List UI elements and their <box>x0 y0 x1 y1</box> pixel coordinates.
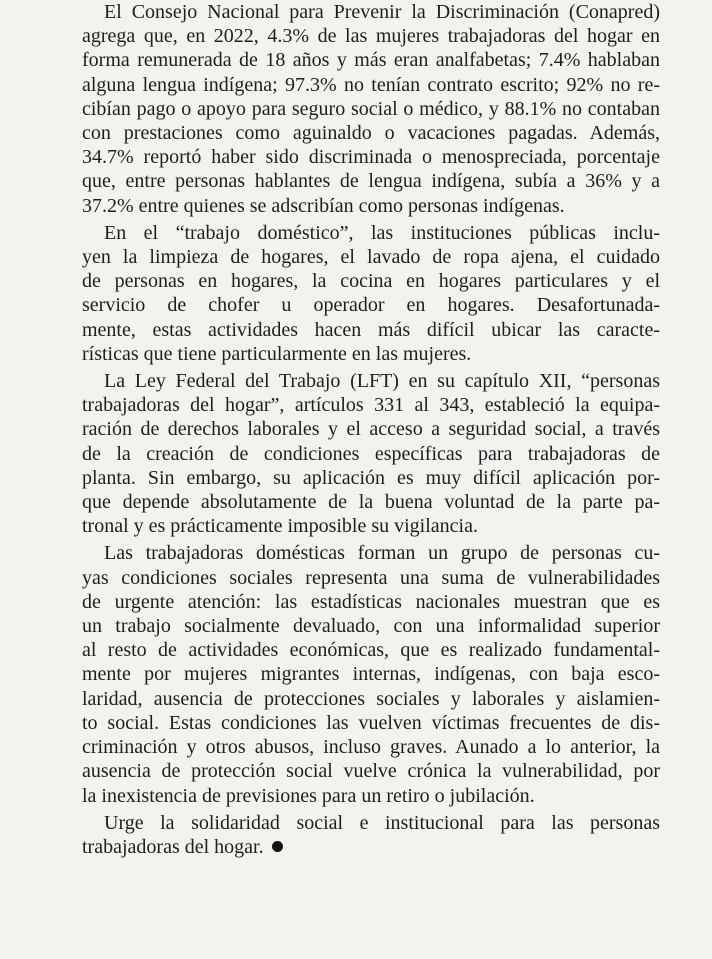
text-line: ausencia de protección social vuelve crónica la vulnerabilidad, por <box>82 760 660 783</box>
text-line: Las trabajadoras domésticas forman un grupo de personas cu- <box>104 542 660 565</box>
text-line: criminación y otros abusos, incluso graves. Aunado a lo anterior, la <box>82 736 660 759</box>
text-line: mente, estas actividades hacen más difícil ubicar las caracte- <box>82 318 660 341</box>
end-of-article-bullet-icon <box>272 841 283 852</box>
text-line: servicio de chofer u operador en hogares. Desafortunada- <box>82 294 660 317</box>
text-line: rísticas que tiene particularmente en las mujeres. <box>82 342 472 365</box>
text-line: un trabajo socialmente devaluado, con una informalidad superior <box>82 615 660 638</box>
text-line: tronal y es prácticamente imposible su vigilancia. <box>82 515 478 538</box>
text-line: que, entre personas hablantes de lengua indígena, subía a 36% y a <box>82 170 660 193</box>
text-line: La Ley Federal del Trabajo (LFT) en su capítulo XII, “personas <box>104 370 660 393</box>
text-line: alguna lengua indígena; 97.3% no tenían contrato escrito; 92% no re- <box>82 73 660 96</box>
text-line: En el “trabajo doméstico”, las instituciones públicas inclu- <box>104 221 660 244</box>
paragraph-trabajadoras-domesticas <box>82 541 660 807</box>
paragraph-trabajo-domestico <box>82 221 660 366</box>
text-line: mente por mujeres migrantes internas, indígenas, con baja esco- <box>82 663 660 686</box>
text-line: laridad, ausencia de protecciones sociales y laborales y aislamien- <box>82 687 660 710</box>
paragraph-ley-federal <box>82 369 660 538</box>
text-line: de personas en hogares, la cocina en hogares particulares y el <box>82 270 660 293</box>
article-body <box>82 0 660 859</box>
text-line: yas condiciones sociales representa una suma de vulnerabilidades <box>82 566 660 589</box>
paragraph-conclusion <box>82 811 660 859</box>
text-line: con prestaciones como aguinaldo o vacaciones pagadas. Además, <box>82 122 660 145</box>
text-line: El Consejo Nacional para Prevenir la Discriminación (Conapred) <box>104 1 660 23</box>
text-line: la inexistencia de previsiones para un retiro o jubilación. <box>82 784 535 807</box>
final-sentence: trabajadoras del hogar. <box>82 835 264 858</box>
text-line: de la creación de condiciones específicas para trabajadoras de <box>82 442 660 465</box>
text-line: Urge la solidaridad social e institucional para las personas <box>104 811 660 834</box>
text-line: yen la limpieza de hogares, el lavado de ropa ajena, el cuidado <box>82 246 660 269</box>
text-line: planta. Sin embargo, su aplicación es muy difícil aplicación por- <box>82 466 660 489</box>
text-line: al resto de actividades económicas, que es realizado fundamental- <box>82 639 660 662</box>
text-line: que depende absolutamente de la buena voluntad de la parte pa- <box>82 491 660 514</box>
text-line: agrega que, en 2022, 4.3% de las mujeres trabajadoras del hogar en <box>82 25 660 48</box>
text-line: forma remunerada de 18 años y más eran analfabetas; 7.4% hablaban <box>82 49 660 72</box>
text-line: cibían pago o apoyo para seguro social o médico, y 88.1% no contaban <box>82 97 660 120</box>
text-line: 34.7% reportó haber sido discriminada o menospreciada, porcentaje <box>82 146 660 169</box>
text-line: 37.2% entre quienes se adscribían como personas indígenas. <box>82 194 565 217</box>
text-line-final <box>82 835 660 859</box>
paragraph-conapred <box>82 0 660 218</box>
text-line: de urgente atención: las estadísticas nacionales muestran que es <box>82 590 660 613</box>
text-line: ración de derechos laborales y el acceso a seguridad social, a través <box>82 418 660 441</box>
text-line: to social. Estas condiciones las vuelven víctimas frecuentes de dis- <box>82 711 660 734</box>
text-line: trabajadoras del hogar”, artículos 331 al 343, estableció la equipa- <box>82 394 660 417</box>
